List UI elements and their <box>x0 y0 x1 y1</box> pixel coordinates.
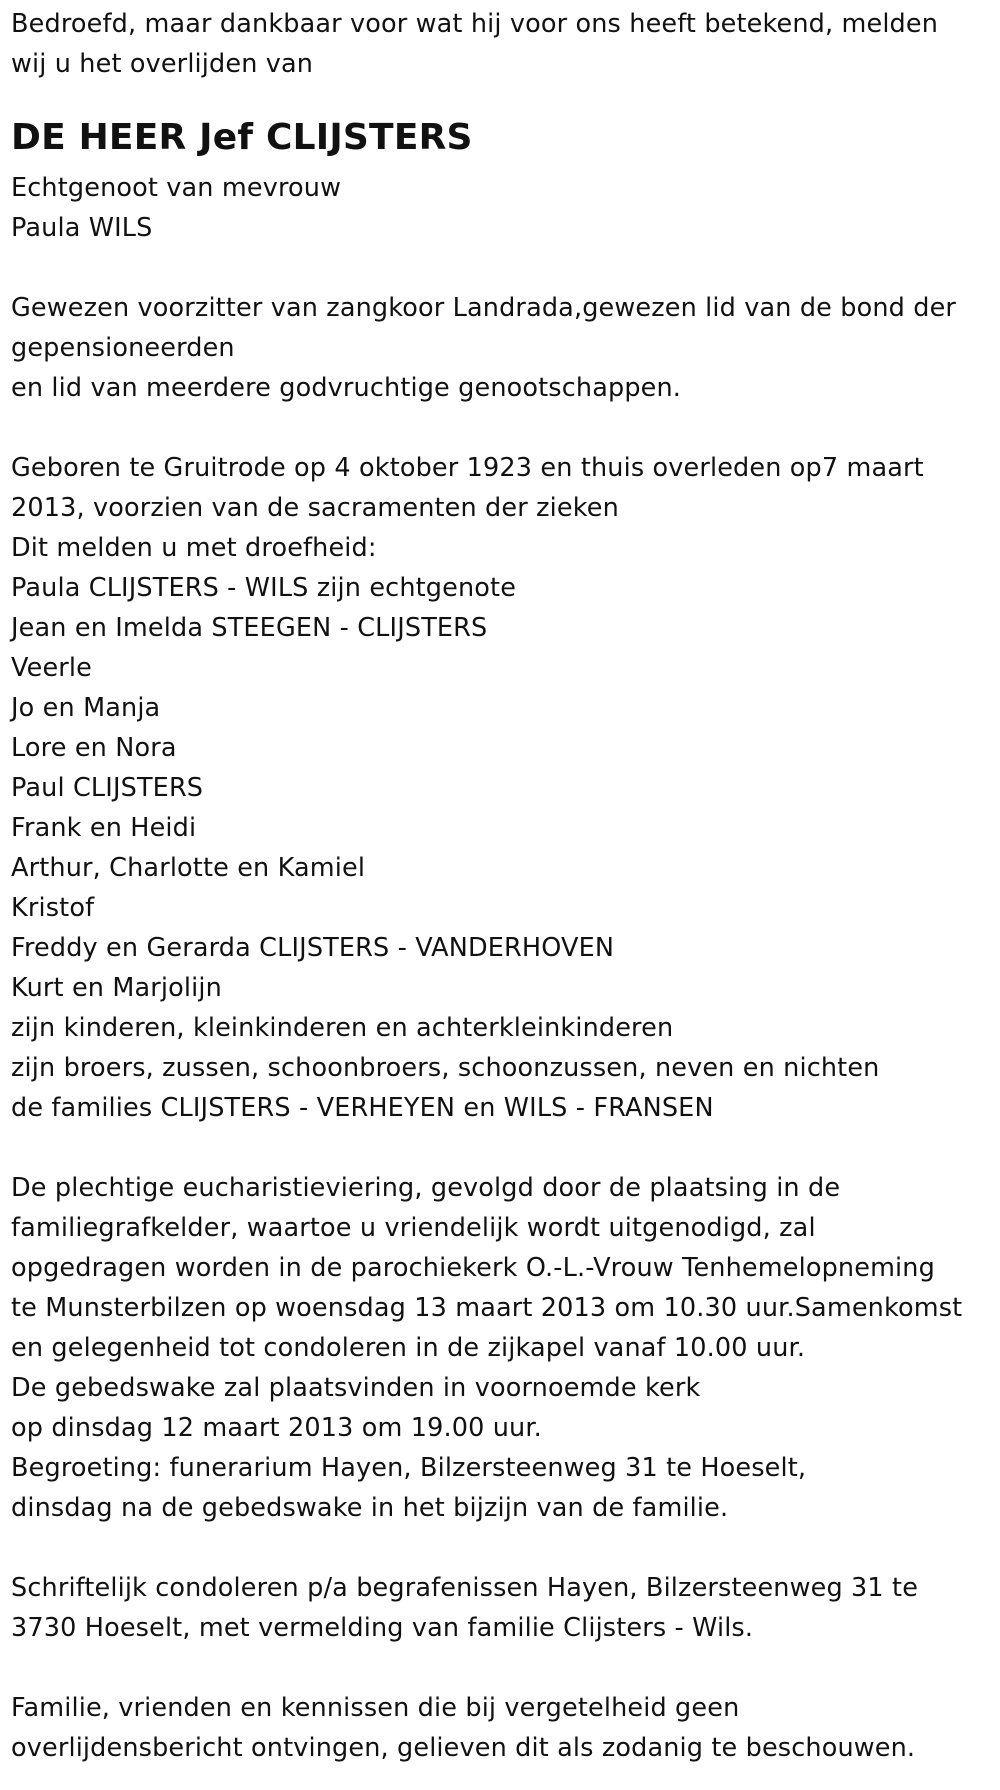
spacer <box>11 1128 991 1168</box>
intro-line: wij u het overlijden van <box>11 49 314 79</box>
family-line: Dit melden u met droefheid: <box>11 533 377 563</box>
deceased-name-heading: DE HEER Jef CLIJSTERS <box>11 117 473 158</box>
functions-line: gepensioneerden <box>11 333 235 363</box>
spouse-line: Paula WILS <box>11 213 153 243</box>
condolences-line: Schriftelijk condoleren p/a begrafenissen Hayen, Bilzersteenweg 31 te <box>11 1573 919 1603</box>
intro-line: Bedroefd, maar dankbaar voor wat hij voor ons heeft betekend, melden <box>11 9 939 39</box>
functions-line: en lid van meerdere godvruchtige genootschappen. <box>11 373 682 403</box>
intro-paragraph <box>11 4 991 84</box>
spacer <box>11 1528 991 1568</box>
spouse-paragraph <box>11 168 991 248</box>
closing-line: Familie, vrienden en kennissen die bij vergetelheid geen <box>11 1693 740 1723</box>
closing-line: overlijdensbericht ontvingen, gelieven dit als zodanig te beschouwen. <box>11 1733 916 1763</box>
ceremony-line: Begroeting: funerarium Hayen, Bilzersteenweg 31 te Hoeselt, <box>11 1453 807 1483</box>
functions-line: Gewezen voorzitter van zangkoor Landrada,gewezen lid van de bond der <box>11 293 957 323</box>
birth-death-paragraph <box>11 448 991 528</box>
family-line: Kristof <box>11 893 95 923</box>
family-line: Paula CLIJSTERS - WILS zijn echtgenote <box>11 573 517 603</box>
birth-death-line: Geboren te Gruitrode op 4 oktober 1923 en thuis overleden op7 maart <box>11 453 924 483</box>
functions-paragraph <box>11 288 991 408</box>
ceremony-line: De plechtige eucharistieviering, gevolgd door de plaatsing in de <box>11 1173 841 1203</box>
family-line: de families CLIJSTERS - VERHEYEN en WILS - FRANSEN <box>11 1093 714 1123</box>
family-line: Veerle <box>11 653 92 683</box>
ceremony-line: en gelegenheid tot condoleren in de zijkapel vanaf 10.00 uur. <box>11 1333 806 1363</box>
family-list <box>11 528 991 1128</box>
family-line: Paul CLIJSTERS <box>11 773 204 803</box>
spacer <box>11 1648 991 1688</box>
family-line: Kurt en Marjolijn <box>11 973 222 1003</box>
obituary-notice <box>11 4 991 1768</box>
spacer <box>11 248 991 288</box>
family-line: Arthur, Charlotte en Kamiel <box>11 853 366 883</box>
ceremony-line: dinsdag na de gebedswake in het bijzijn van de familie. <box>11 1493 729 1523</box>
family-line: Freddy en Gerarda CLIJSTERS - VANDERHOVEN <box>11 933 615 963</box>
ceremony-line: op dinsdag 12 maart 2013 om 19.00 uur. <box>11 1413 542 1443</box>
family-line: zijn kinderen, kleinkinderen en achterkleinkinderen <box>11 1013 674 1043</box>
spouse-line: Echtgenoot van mevrouw <box>11 173 342 203</box>
spacer <box>11 84 991 108</box>
ceremony-line: opgedragen worden in de parochiekerk O.-L.-Vrouw Tenhemelopneming <box>11 1253 935 1283</box>
birth-death-line: 2013, voorzien van de sacramenten der zieken <box>11 493 619 523</box>
ceremony-line: De gebedswake zal plaatsvinden in voornoemde kerk <box>11 1373 701 1403</box>
family-line: zijn broers, zussen, schoonbroers, schoonzussen, neven en nichten <box>11 1053 880 1083</box>
ceremony-paragraph <box>11 1168 991 1528</box>
family-line: Jean en Imelda STEEGEN - CLIJSTERS <box>11 613 488 643</box>
spacer <box>11 408 991 448</box>
ceremony-line: te Munsterbilzen op woensdag 13 maart 2013 om 10.30 uur.Samenkomst <box>11 1293 963 1323</box>
condolences-line: 3730 Hoeselt, met vermelding van familie Clijsters - Wils. <box>11 1613 754 1643</box>
ceremony-line: familiegrafkelder, waartoe u vriendelijk wordt uitgenodigd, zal <box>11 1213 816 1243</box>
closing-paragraph <box>11 1688 991 1768</box>
family-line: Frank en Heidi <box>11 813 197 843</box>
family-line: Jo en Manja <box>11 693 161 723</box>
family-line: Lore en Nora <box>11 733 177 763</box>
condolences-paragraph <box>11 1568 991 1648</box>
